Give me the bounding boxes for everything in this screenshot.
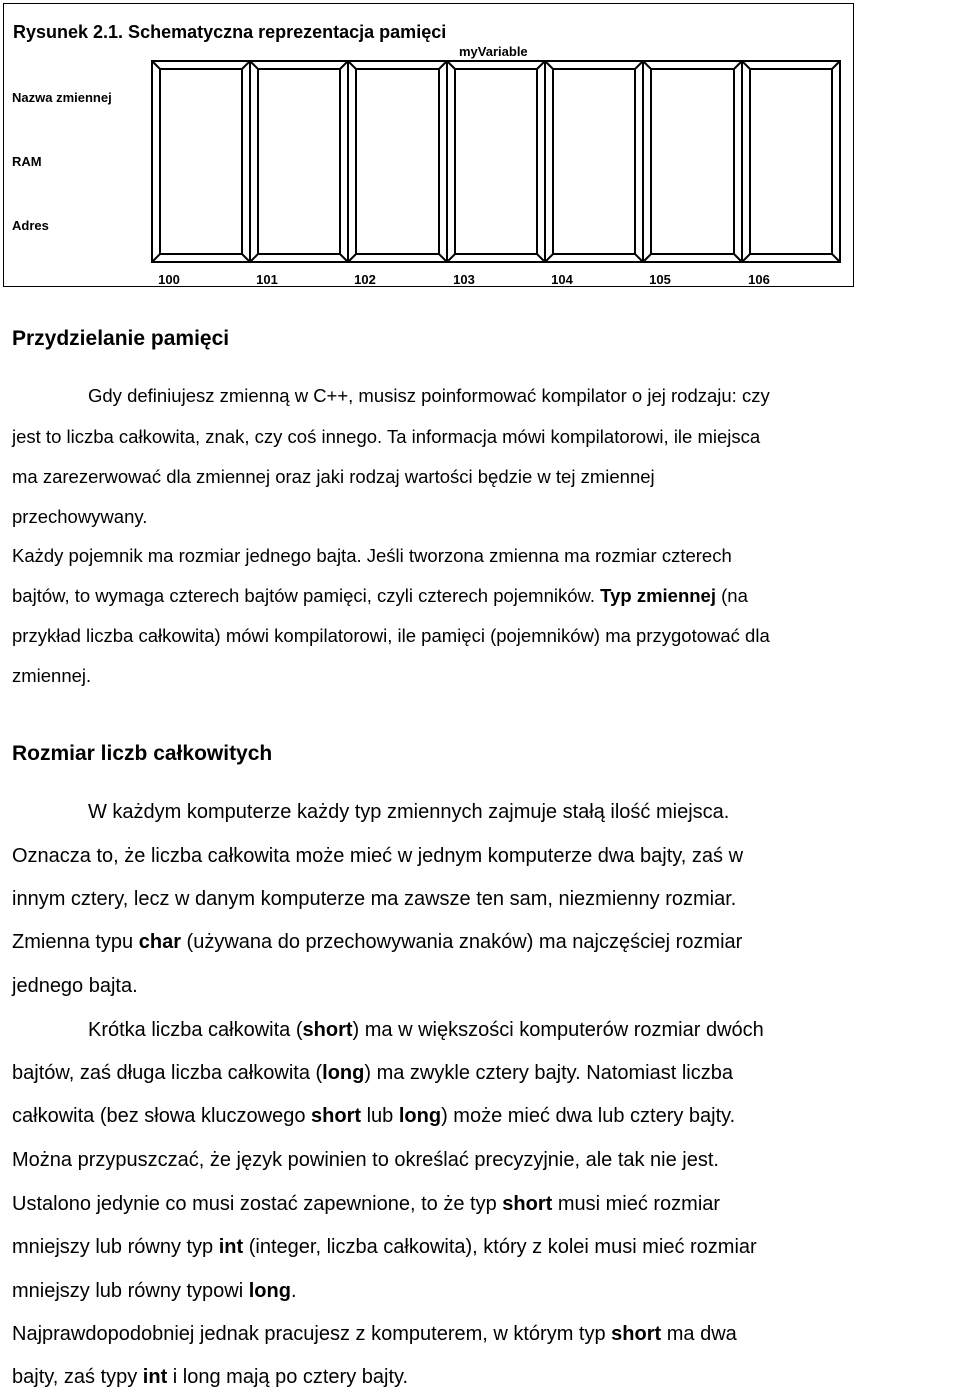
address-label: 105 xyxy=(649,272,671,287)
paragraph-line: Każdy pojemnik ma rozmiar jednego bajta. Jeśli tworzona zmienna ma rozmiar czterech xyxy=(12,545,732,566)
paragraph-line: bajty, zaś typy int i long mają po cztery bajty. xyxy=(12,1366,409,1388)
address-label: 102 xyxy=(354,272,376,287)
address-label: 101 xyxy=(256,272,278,287)
address-label: 100 xyxy=(158,272,180,287)
memory-cell xyxy=(545,61,643,262)
address-label: 106 xyxy=(748,272,770,287)
paragraph-line: Ustalono jedynie co musi zostać zapewnione, to że typ short musi mieć rozmiar xyxy=(12,1193,721,1215)
section-heading-allocation: Przydzielanie pamięci xyxy=(12,327,230,350)
memory-figure xyxy=(3,3,854,287)
section-heading-integer-size: Rozmiar liczb całkowitych xyxy=(12,742,273,765)
paragraph-line: Można przypuszczać, że język powinien to określać precyzyjnie, ale tak nie jest. xyxy=(12,1149,719,1171)
paragraph-line: W każdym komputerze każdy typ zmiennych zajmuje stałą ilość miejsca. xyxy=(88,801,730,823)
memory-cell xyxy=(152,61,250,262)
row-label-address: Adres xyxy=(12,218,49,233)
paragraph-line: Gdy definiujesz zmienną w C++, musisz poinformować kompilator o jej rodzaju: czy xyxy=(88,385,770,406)
paragraph-line: bajtów, zaś długa liczba całkowita (long) ma zwykle cztery bajty. Natomiast liczba xyxy=(12,1062,733,1084)
paragraph-line: jest to liczba całkowita, znak, czy coś innego. Ta informacja mówi kompilatorowi, ile miejsca xyxy=(12,426,761,447)
paragraph-line: innym cztery, lecz w danym komputerze ma zawsze ten sam, niezmienny rozmiar. xyxy=(12,888,737,910)
paragraph-line: bajtów, to wymaga czterech bajtów pamięci, czyli czterech pojemników. Typ zmiennej (na xyxy=(12,585,748,606)
figure-caption: Rysunek 2.1. Schematyczna reprezentacja pamięci xyxy=(13,22,447,42)
address-label: 104 xyxy=(551,272,573,287)
paragraph-line: przykład liczba całkowita) mówi kompilatorowi, ile pamięci (pojemników) ma przygotować dla xyxy=(12,625,770,646)
memory-diagram xyxy=(4,4,853,286)
paragraph-line: mniejszy lub równy typ int (integer, liczba całkowita), który z kolei musi mieć rozmiar xyxy=(12,1236,757,1258)
row-label-name: Nazwa zmiennej xyxy=(12,90,112,105)
address-label: 103 xyxy=(453,272,475,287)
memory-cell xyxy=(643,61,742,262)
memory-cell xyxy=(250,61,348,262)
paragraph-line: Zmienna typu char (używana do przechowywania znaków) ma najczęściej rozmiar xyxy=(12,931,743,953)
memory-cell xyxy=(742,61,840,262)
paragraph-line: ma zarezerwować dla zmiennej oraz jaki rodzaj wartości będzie w tej zmiennej xyxy=(12,466,655,487)
memory-cell xyxy=(447,61,545,262)
paragraph-line: przechowywany. xyxy=(12,506,148,527)
paragraph-line: Oznacza to, że liczba całkowita może mieć w jednym komputerze dwa bajty, zaś w xyxy=(12,845,744,867)
row-label-ram: RAM xyxy=(12,154,42,169)
memory-cell xyxy=(348,61,447,262)
paragraph-line: zmiennej. xyxy=(12,665,92,686)
variable-name-label: myVariable xyxy=(459,44,528,59)
paragraph-line: jednego bajta. xyxy=(12,975,138,997)
paragraph-line: Najprawdopodobniej jednak pracujesz z komputerem, w którym typ short ma dwa xyxy=(12,1323,737,1345)
paragraph-line: całkowita (bez słowa kluczowego short lub long) może mieć dwa lub cztery bajty. xyxy=(12,1105,736,1127)
paragraph-line: mniejszy lub równy typowi long. xyxy=(12,1280,297,1302)
paragraph-line: Krótka liczba całkowita (short) ma w większości komputerów rozmiar dwóch xyxy=(88,1019,764,1041)
